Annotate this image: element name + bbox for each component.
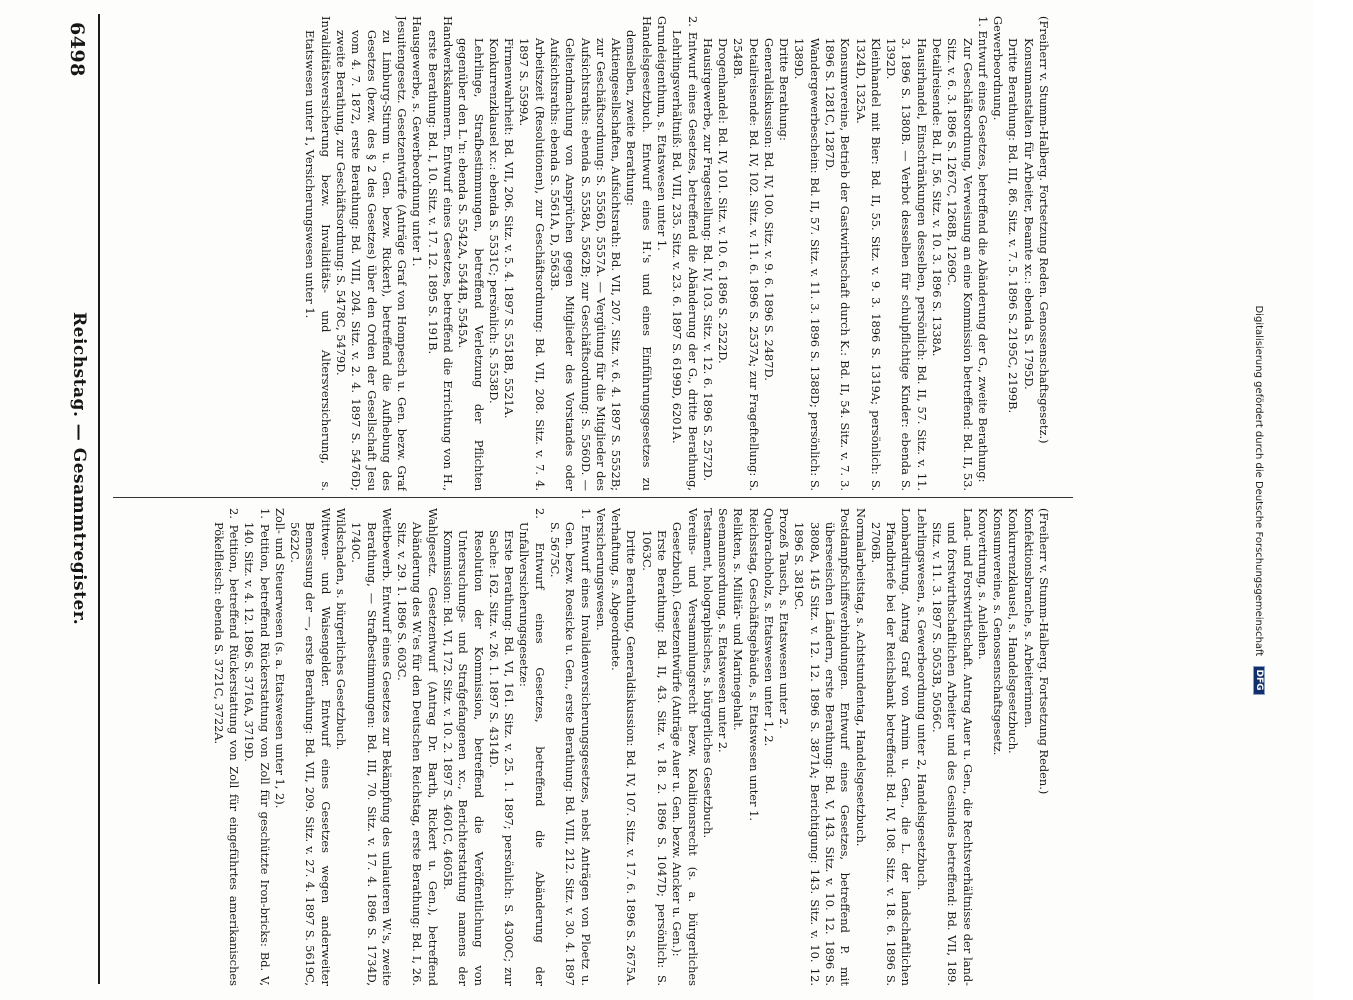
index-entry: Grundeigenthum, s. Etatswesen unter 1. [654, 16, 669, 251]
index-entry: Land- und Forstwirthschaft. Antrag Auer u. Gen., die Rechtsverhältnisse der land- und forstwirthschaftlichen Arbeiter und des Gesindes betreffend: Bd. VII, 189. Sitz. v. 11. 3. 1897 S. 5053B, 5056C. [930, 508, 975, 986]
right-column [101, 508, 1051, 986]
index-entry: Generaldiskussion: Bd. IV, 100. Sitz. v. 9. 6. 1896 S. 2487D. [761, 38, 776, 381]
index-entry: Handwerkskammern. Entwurf eines Gesetzes, betreffend die Errichtung von H., erste Berathung: Bd. I, 10. Sitz. v. 17. 12. 1895 S. 191B. [425, 16, 456, 491]
index-entry: Zur Geschäftsordnung, Verweisung an eine Kommission betreffend: Bd. II, 53. Sitz. v. 6. 3. 1896 S. 1267C, 1268B, 1269C. [945, 38, 975, 491]
header-rule [98, 14, 100, 984]
index-entry: Wettbewerb. Entwurf eines Gesetzes zur Bekämpfung des unlauteren W.'s, zweite Berathung, — Strafbestimmungen: Bd. III, 70. Sitz. v. 17. 4. 1896 S. 1734D, 1740C. [349, 508, 394, 986]
index-entry: 2. Petition, betreffend Rückerstattung von Zoll für eingeführtes amerikanisches Pökelfleisch: ebenda S. 3721C, 3722A. [211, 508, 242, 986]
index-entry: Zoll- und Steuerwesen (s. a. Etatswesen unter 1, 2). [272, 508, 287, 809]
index-entry: 1. Entwurf eines Invalidenversicherungsgesetzes, nebst Anträgen von Ploetz u. Gen. bezw. Roesicke u. Gen., erste Berathung: Bd. VIII, 212. Sitz. v. 30. 4. 1897 S. 5675C. [548, 508, 593, 986]
index-entry: 1. Entwurf eines Gesetzes, betreffend die Abänderung der G., zweite Berathung: [975, 16, 990, 483]
index-entry: Konfektionsbranche, s. Arbeiterinnen. [1021, 508, 1036, 729]
footer-credit [1253, 0, 1265, 1000]
index-entry: Reichsstag, Geschäftsgebäude, s. Etatswesen unter 1. [746, 508, 761, 821]
page-number: 6498 [66, 22, 88, 77]
index-entry: Relikten, s. Militär- und Marinegehalt. [731, 508, 746, 731]
index-entry: 2. Entwurf eines Gesetzes, betreffend die Abänderung der G., dritte Berathung, Lehrlingsverhältniß: Bd. VIII, 235. Sitz. v. 23. 6. 1897 S. 6199D, 6201A. [670, 16, 700, 491]
index-entry: Wahlgesetz. Gesetzentwurf (Antrag Dr. Barth, Rickert u. Gen.), betreffend Abänderung des W.'es für den Deutschen Reichstag, erste Berathung: Bd. I, 26. Sitz. v. 29. 1. 1896 S. 603C. [395, 508, 440, 986]
left-column [101, 16, 1051, 491]
index-entry: Versicherungswesen. [593, 508, 608, 631]
index-entry: Postdampfschiffsverbindungen. Entwurf eines Gesetzes, betreffend P. mit überseeischen Ländern, erste Berathung: Bd. V, 143. Sitz. v. 10. 12. 1896 S. 3808A, 145 Sitz. v. 12. 12. 1896 S. 3871A; Berichtigung: 143. Sitz. v. 10. 12. 1896 S. 3819C. [792, 508, 853, 986]
index-entry: Hausirgewerbe, zur Fragestellung: Bd. IV, 103. Sitz. v. 12. 6. 1896 S. 2572D. [700, 38, 715, 481]
index-entry: Resolution der Kommission, betreffend die Veröffentlichung von Untersuchungs- und Strafgefangenen xc., Berichterstattung namens der Kommission: Bd. VI, 172. Sitz. v. 10. 2. 1897 S. 4601C, 4605B. [441, 530, 486, 986]
index-entry: Lehrlinge, Strafbestimmungen, betreffend Verletzung der Pflichten gegenüber den L.'n: ebenda S. 5542A, 5544B, 5545A. [456, 38, 486, 491]
index-entry: Vereins- und Versammlungsrecht bezw. Koalitionsrecht (s. a. bürgerliches Gesetzbuch). Gesetzentwürfe (Anträge Auer u. Gen. bezw. Ancker u. Gen.): [670, 508, 700, 986]
index-entry: Konsumvereine, s. Genossenschaftsgesetz. [991, 508, 1006, 756]
dfg-logo: DFG [1253, 666, 1265, 695]
index-entry: Normalarbeitstag, s. Achtstundentag, Handelsgesetzbuch. [853, 508, 868, 847]
index-entry: Firmenwahrheit: Bd. VII, 206. Sitz. v. 5. 4. 1897 S. 5518B, 5521A. [502, 38, 517, 419]
index-entry: Prozeß Tausch, s. Etatswesen unter 2. [777, 508, 792, 729]
index-entry: Dritte Berathung: Bd. III, 86. Sitz. v. 7. 5. 1896 S. 2195C, 2199B. [1006, 38, 1021, 414]
index-entry: Konsumanstalten für Arbeiter, Beamte xc.: ebenda S. 1795D. [1021, 38, 1036, 390]
index-entry: Invaliditätsversicherung bezw. Invaliditäts- und Altersversicherung, s. Etatswesen unter 1, Versicherungswesen unter 1. [303, 16, 333, 491]
index-entry: 1. Petition, betreffend Rückerstattung von Zoll für geschützte Iron-bricks: Bd. V, 140. Sitz. v. 4. 12. 1896 S. 3716A, 3719D. [242, 508, 272, 986]
index-entry: Lehrlingswesen, s. Gewerbeordnung unter 2, Handelsgesetzbuch. [914, 508, 929, 891]
index-entry: Dritte Berathung, Generaldiskussion: Bd. IV, 107. Sitz. v. 17. 6. 1896 S. 2675A. [624, 530, 639, 986]
index-entry: Arbeitszeit (Resolutionen), zur Geschäftsordnung: Bd. VII, 208. Sitz. v. 7. 4. 1897 S. 5599A. [517, 38, 547, 491]
index-entry: Konvertirung, s. Anleihen. [975, 508, 990, 660]
index-entry: Testament, holographisches, s. bürgerliches Gesetzbuch. [700, 508, 715, 839]
index-entry: Detailreisende: Bd. II, 56. Sitz. v. 10. 3. 1896 S. 1338A. [930, 38, 945, 357]
index-entry: 2. Entwurf eines Gesetzes, betreffend die Abänderung der Unfallversicherungsgesetze: [517, 508, 547, 986]
column-divider [113, 497, 1073, 498]
index-entry: Konkurrenzklausel xc.: ebenda S. 5531C; persönlich: S. 5538D. [486, 38, 501, 404]
index-entry: Aktiengesellschaften, Aufsichtsrath: Bd. VII, 207. Sitz. v. 6. 4. 1897 S. 5552B; zur Geschäftsordnung: S. 5556D, 5557A. — Vergütung für die Mitglieder des Aufsichtsraths: ebenda S. 5558A, 5562B; zur Geschäftsordnung: S. 5560D. — Geltendmachung von Ansprüchen gegen Mitglieder des Vorstandes oder Aufsichtsraths: ebenda S. 5561A, D, 5563B. [548, 38, 624, 491]
running-head: Reichstag. — Gesammtregister. [69, 312, 89, 626]
index-entry: Quebrachoholz, s. Etatswesen unter 1, 2. [761, 508, 776, 747]
index-entry: Hausirhandel, Einschränkungen desselben, persönlich: Bd. II, 57. Sitz. v. 11. 3. 1896 S. 1380B. — Verbot desselben für schulpflichtige Kinder: ebenda S. 1392D. [884, 38, 929, 491]
index-entry: Konkurrenzklausel, s. Handelsgesetzbuch. [1006, 508, 1021, 754]
index-entry: Lombardirung. Antrag Graf von Arnim u. Gen., die L. der landschaftlichen Pfandbriefe bei der Reichsbank betreffend: Bd. IV, 108. Sitz. v. 18. 6. 1896 S. 2706B. [868, 508, 914, 986]
footer-credit-text: Digitalisierung gefördert durch die Deutsche Forschungsgemeinschaft [1253, 305, 1264, 657]
index-entry: Drogenhandel: Bd. IV, 101. Sitz. v. 10. 6. 1896 S. 2522D. [716, 38, 731, 364]
index-entry: Handelsgesetzbuch. Entwurf eines H.'s und eines Einführungsgesetzes zu demselben, zweite Berathung: [624, 16, 654, 491]
index-entry: Gewerbeordnung. [991, 16, 1006, 121]
index-entry: Wittwen- und Waisengelder. Entwurf eines Gesetzes wegen anderweiter Bemessung der —, erste Berathung: Bd. VII, 209. Sitz. v. 27. 4. 1897 S. 5619C, 5622C. [288, 508, 333, 986]
index-entry: Dritte Berathung: [777, 38, 792, 141]
index-entry: Detailreisende: Bd. IV, 102. Sitz. v. 11. 6. 1896 S. 2537A; zur Frageftellung: S. 2548B. [731, 38, 761, 491]
index-entry: (Freiherr v. Stumm-Halberg. Fortsetzung Reden. Genossenschaftsgesetz.) [1037, 16, 1051, 444]
index-entry: Konsumvereine, Betrieb der Gastwirthschaft durch K.: Bd. II, 54. Sitz. v. 7. 3. 1896 S. 1281C, 1287D. [823, 38, 853, 491]
index-entry: Erste Berathung: Bd. II, 43. Sitz. v. 18. 2. 1896 S. 1047D; persönlich: S. 1063C. [639, 530, 669, 986]
index-entry: (Freiherr v. Stumm-Halberg. Fortsetzung Reden.) [1037, 508, 1051, 795]
index-entry: Seemannsordnung, s. Etatswesen unter 2. [716, 508, 731, 753]
index-entry: Wildschaden, s. bürgerliches Gesetzbuch. [334, 508, 349, 750]
index-entry: Verhaftung, s. Abgeordnete. [609, 508, 624, 671]
index-entry: Hausgewerbe, s. Gewerbeordnung unter 1. [410, 16, 425, 267]
index-entry: Erste Berathung: Bd. VI, 161. Sitz. v. 25. 1. 1897; persönlich: S. 4300C; zur Sache: 162. Sitz. v. 26. 1. 1897 S. 4314D. [486, 530, 517, 986]
index-entry: Kleinhandel mit Bier: Bd. II, 55. Sitz. v. 9. 3. 1896 S. 1319A; persönlich: S. 1324D, 1325A. [853, 38, 883, 491]
index-entry: Jesuitengesetz. Gesetzentwürfe (Anträge Graf von Hompesch u. Gen. bezw. Graf zu Limburg-Stirum u. Gen. bezw. Rickert), betreffend die Aufhebung des Gesetzes (bezw. des § 2 des Gesetzes) über den Orden der Gesellschaft Jesu vom 4. 7. 1872, erste Berathung: Bd. VIII, 204. Sitz. v. 2. 4. 1897 S. 5476D; zweite Berathung, zur Geschäftsordnung: S. 5478C, 5479D. [334, 16, 410, 491]
index-entry: Wandergewerbeschein: Bd. II, 57. Sitz. v. 11. 3. 1896 S. 1388D; persönlich: S. 1389D. [792, 38, 822, 491]
